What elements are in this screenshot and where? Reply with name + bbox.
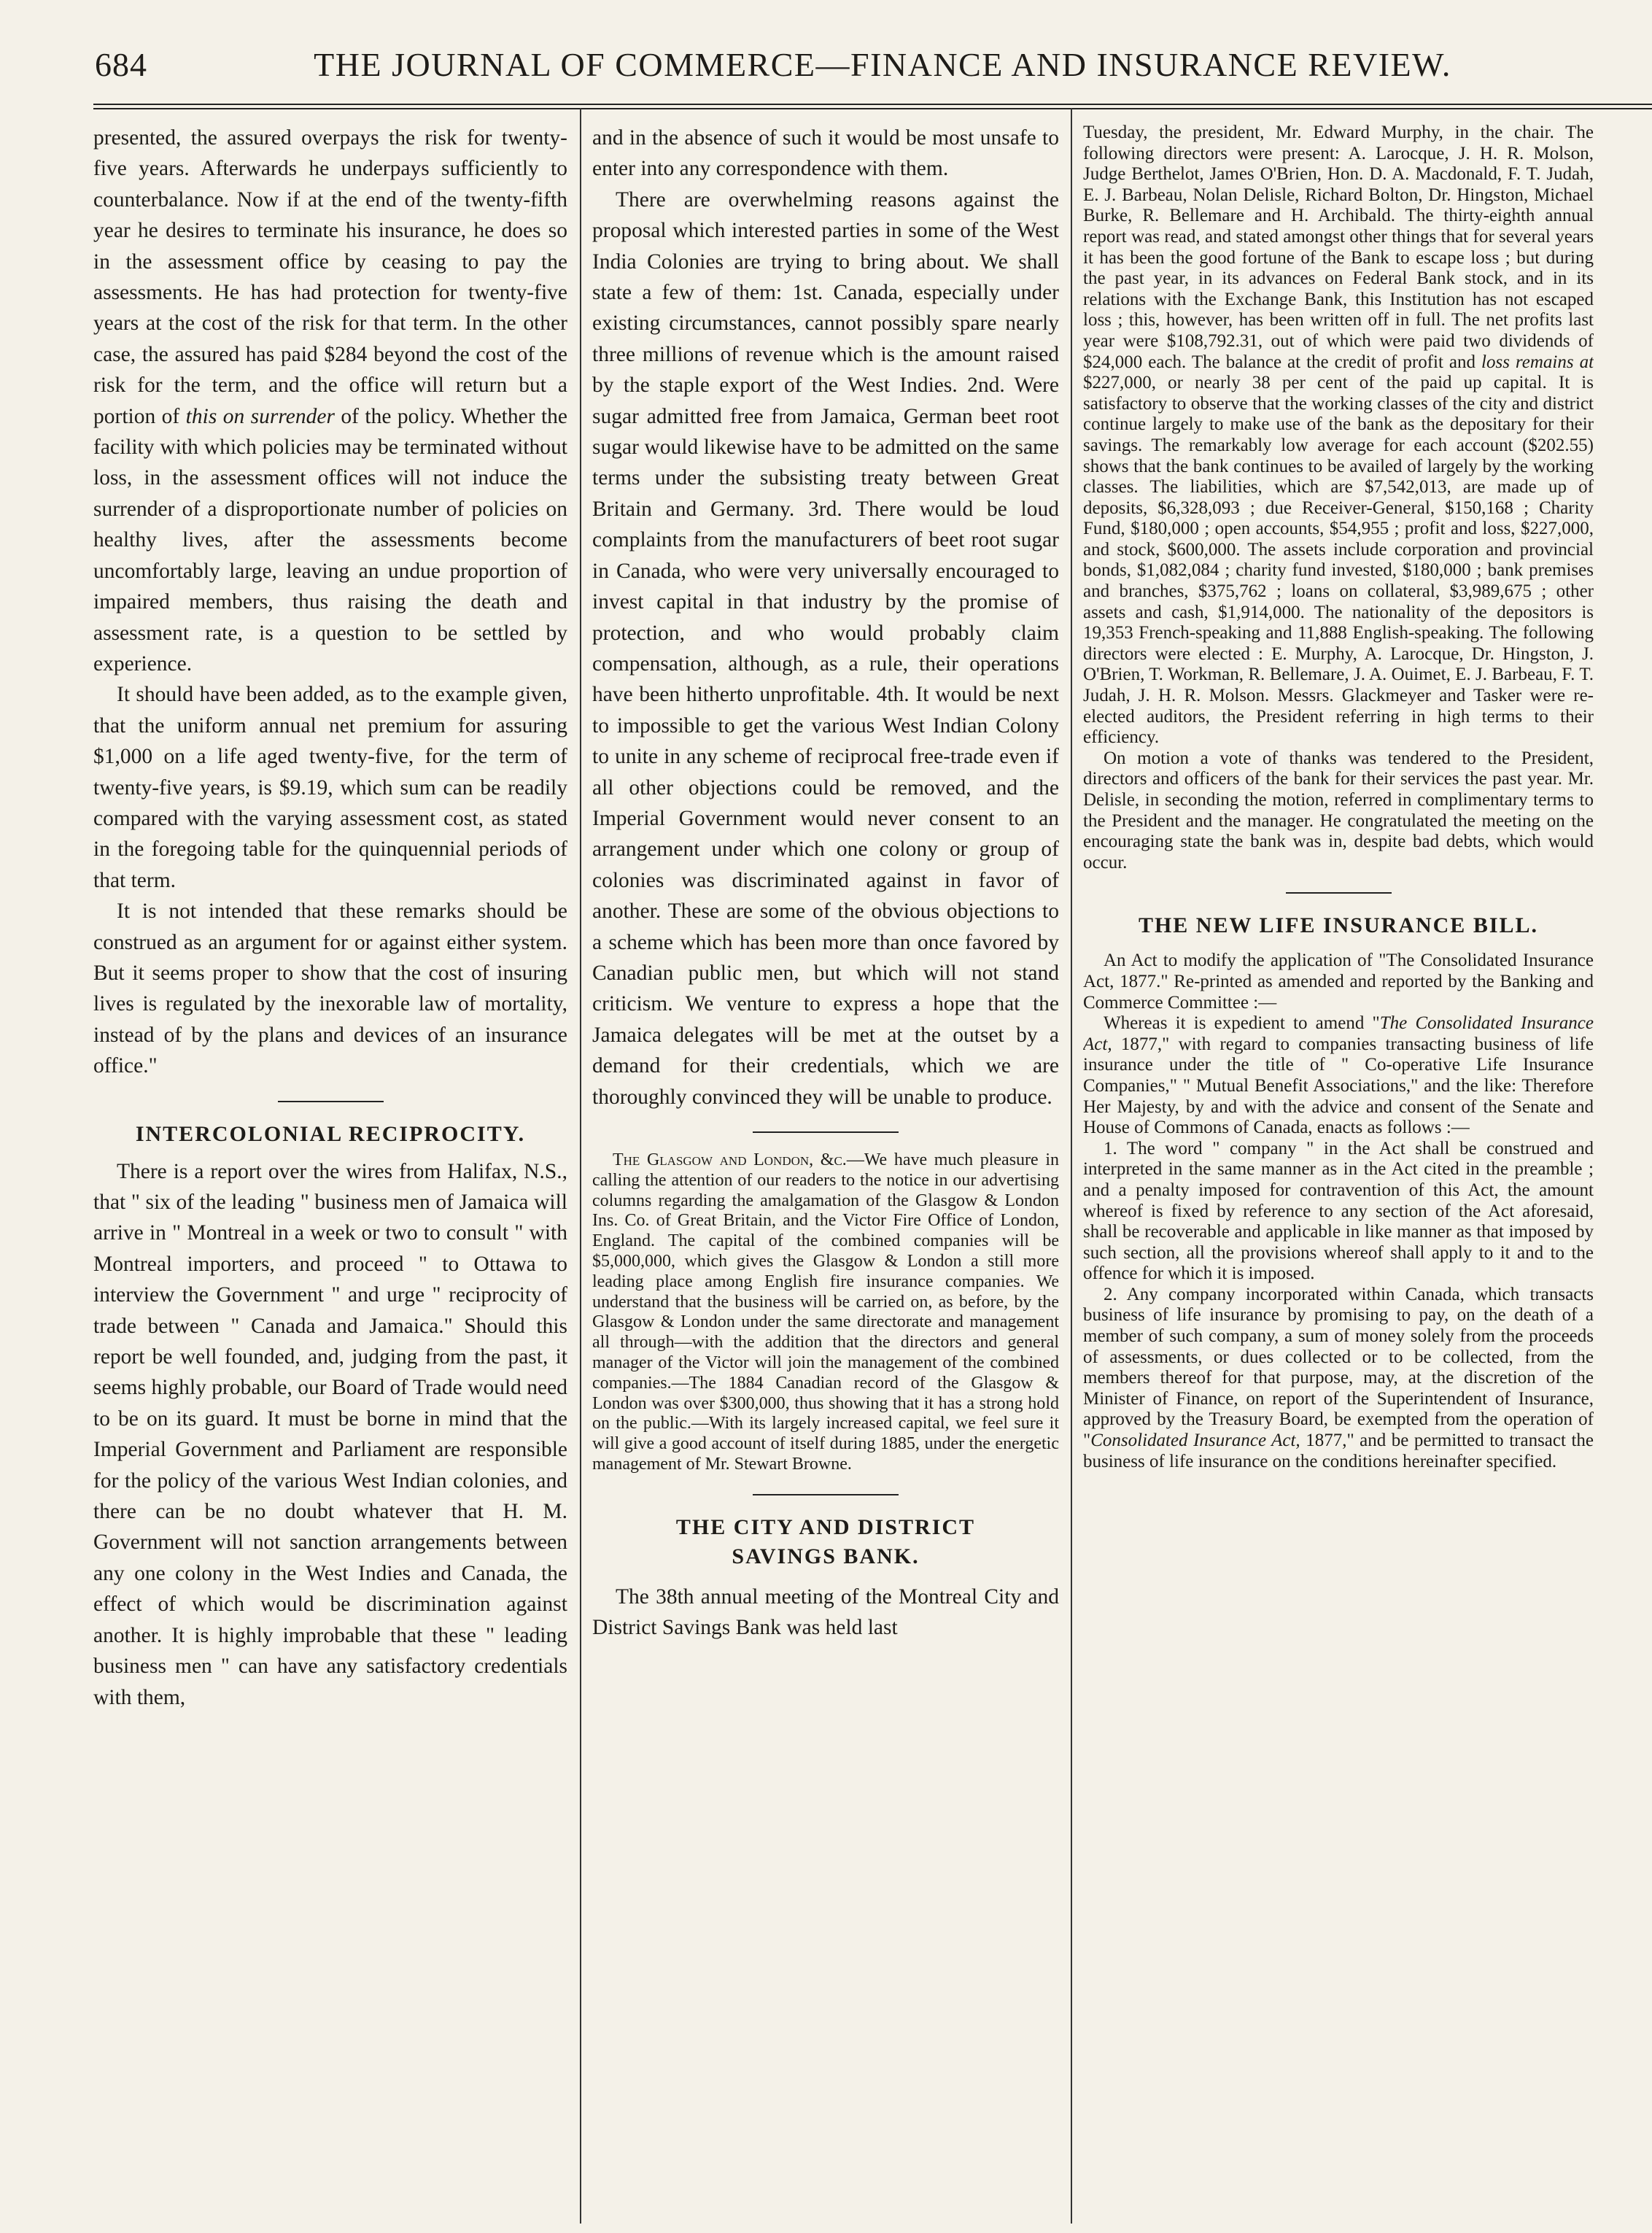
column-rule: [580, 108, 581, 2224]
section-divider: [278, 1101, 384, 1102]
paragraph-text: 2. Any company incorporated within Canada, which transacts business of life insurance by promising to pay, on the death of a member of such company, a sum of money solely from the proceeds of assessments, or dues collected or to be collected, from the members thereof for that purpose, may, at the discretion of the Minister of Finance, on report of the Superintendent of Insurance, approved by the Treasury Board, be exempted from the operation of ": [1083, 1284, 1594, 1451]
paragraph-text: Tuesday, the president, Mr. Edward Murphy, in the chair. The following directors were present: A. Larocque, J. H. R. Molson, Judge Berthelot, James O'Brien, Hon. D. A. Macdonald, F. T. Judah, E. J. Barbeau, Nolan Delisle, Richard Bolton, Dr. Hingston, Michael Burke, R. Bellemare and H. Archibald. The thirty-eighth annual report was read, and stated amongst other things that for several years it has been the good fortune of the Bank to escape loss ; but during the past year, in its advances on Federal Bank stock, and in its relations with the Exchange Bank, this Institution has not escaped loss ; this, however, has been written off in full. The net profits last year were $108,792.31, out of which were paid two dividends of $24,000 each. The balance at the credit of profit and: [1083, 123, 1594, 372]
section-heading: THE CITY AND DISTRICT SAVINGS BANK.: [675, 1514, 976, 1568]
article-paragraph: There is a report over the wires from Halifax, N.S., that " six of the leading " business men of Jamaica will arrive in " Montreal in a week or two to consult " with Montreal importers, and proceed " to Ottawa to interview the Government " and urge " reciprocity of trade between " Canada and Jamaica." Should this report be well founded, and, judging from the past, it seems highly probable, our Board of Trade would need to be on its guard. It must be borne in mind that the Imperial Government and Parliament are responsible for the policy of the various West Indian colonies, and there can be no doubt whatever that H. M. Government will not sanction arrangements between any one colony in the West Indies and Canada, the effect of which would be discrimination against another. It is highly improbable that these " leading business men " can have any satisfactory credentials with them,: [93, 1159, 567, 1709]
column-left: [93, 123, 567, 2224]
section-heading: INTERCOLONIAL RECIPROCITY.: [135, 1121, 526, 1146]
italic-phrase: this on surrender: [185, 404, 335, 428]
article-paragraph: [1083, 1013, 1594, 1139]
article-paragraph: It should have been added, as to the example given, that the uniform annual net premium for assuring $1,000 on a life aged twenty-five, for the term of twenty-five years, is $9.19, which sum can be readily compared with the varying assessment cost, as stated in the foregoing table for the quinquennial periods of that term.: [93, 683, 567, 892]
notice-text: —We have much pleasure in calling the attention of our readers to the notice in our advertising columns regarding the amalgamation of the Glasgow & London Ins. Co. of Great Britain, and the Victor Fire Office of London, England. The capital of the combined companies will be $5,000,000, which gives the Glasgow & London a still more leading place among English fire insurance companies. We understand that the business will be carried on, as before, by the Glasgow & London under the same directorate and management all through—with the addition that the directors and general manager of the Victor will join the management of the combined companies.—The 1884 Canadian record of the Glasgow & London was over $300,000, thus showing that it has a strong hold on the public.—With its largely increased capital, we feel sure it will give a good account of itself during 1885, under the energetic management of Mr. Stewart Browne.: [592, 1150, 1059, 1474]
running-title: THE JOURNAL OF COMMERCE—FINANCE AND INSURANCE REVIEW.: [314, 46, 1451, 83]
article-paragraph: There are overwhelming reasons against the proposal which interested parties in some of the West India Colonies are trying to bring about. We shall state a few of them: 1st. Canada, especially under existing circumstances, cannot possibly spare nearly three millions of revenue which is the amount raised by the staple export of the West Indies. 2nd. Were sugar admitted free from Jamaica, German beet root sugar would likewise have to be admitted on the same terms under the subsisting treaty between Great Britain and Germany. 3rd. There would be loud complaints from the manufacturers of beet root sugar in Canada, who were very universally encouraged to invest capital in that industry by the promise of protection, and who would probably claim compensation, although, as a rule, their operations have been hitherto unprofitable. 4th. It would be next to impossible to get the various West Indian Colony to unite in any scheme of reciprocal free-trade even if all other objections could be removed, and the Imperial Government would never consent to an arrangement under which one colony or group of colonies was discriminated against in favor of another. These are some of the obvious objections to a scheme which has been more than once favored by Canadian public men, but which will not stand criticism. We venture to express a hope that the Jamaica delegates will be met at the outset by a demand for their credentials, which we are thoroughly convinced they will be unable to produce.: [592, 187, 1059, 1109]
notice-lead: The Glasgow and London, &c.: [613, 1150, 847, 1169]
article-paragraph: 1. The word " company " in the Act shall be construed and interpreted in the same manner as in the Act cited in the preamble ; and a penalty imposed for contravention of this Act, the amount whereof is fixed by reference to any section of the Act aforesaid, shall be recoverable and applicable in like manner as that imposed by such section, all the provisions whereof shall apply to it and to the offence for which it is imposed.: [1083, 1138, 1594, 1284]
italic-phrase: Consolidated Insurance Act,: [1090, 1431, 1300, 1451]
article-paragraph: The 38th annual meeting of the Montreal City and District Savings Bank was held last: [592, 1584, 1059, 1640]
article-paragraph: On motion a vote of thanks was tendered to the President, directors and officers of the bank for their services the past year. Mr. Delisle, in seconding the motion, referred in complimentary terms to the President and the manager. He congratulated the meeting on the encouraging state the bank was in, despite bad debts, which would occur.: [1083, 748, 1594, 872]
paragraph-text: 1877," with regard to companies transacting business of life insurance under the title of " Co-operative Life Insurance Companies," " Mutual Benefit Associations," and the like: Therefore Her Majesty, by and with the advice and consent of the Senate and House of Commons of Canada, enacts as follows :—: [1083, 1034, 1594, 1138]
article-paragraph: [1083, 1285, 1594, 1472]
paragraph-text: $227,000, or nearly 38 per cent of the paid up capital. It is satisfactory to observe that the working classes of the city and district continue largely to make use of the bank as the depositary for their savings. The remarkably low average for each account ($202.55) shows that the bank continues to be availed of largely by the working classes. The liabilities, which are $7,542,013, are made up of deposits, $6,328,093 ; due Receiver-General, $150,168 ; Charity Fund, $180,000 ; open accounts, $54,955 ; profit and loss, $227,000, and stock, $600,000. The assets include corporation and provincial bonds, $1,082,084 ; charity fund invested, $180,000 ; bank premises and branches, $375,762 ; loans on collateral, $3,989,675 ; other assets and cash, $1,914,000. The nationality of the depositors is 19,353 French-speaking and 11,888 English-speaking. The following directors were elected : E. Murphy, A. Larocque, Dr. Hingston, J. O'Brien, T. Workman, R. Bellemare, J. A. Ouimet, E. J. Barbeau, F. T. Judah, J. H. R. Molson. Messrs. Glackmeyer and Tasker were re-elected auditors, the President referring in high terms to their efficiency.: [1083, 373, 1594, 748]
paragraph-text: presented, the assured overpays the risk for twenty-five years. Afterwards he underpays sufficiently to counterbalance. Now if at the end of the twenty-fifth year he desires to terminate his insurance, he does so in the assessment office by ceasing to pay the assessments. He has had protection for twenty-five years at the cost of the risk for that term. In the other case, the assured has paid $284 beyond the cost of the risk for the term, and the office will return but a portion of: [93, 126, 567, 428]
column-right: [1083, 123, 1594, 2224]
article-paragraph: [93, 123, 567, 679]
column-rule: [1071, 108, 1072, 2224]
column-middle: [592, 123, 1059, 2224]
italic-phrase: The Consolidated Insurance Act,: [1083, 1013, 1594, 1054]
paragraph-text: of the policy. Whether the facility with which policies may be terminated without loss, in the assessment offices will not induce the surrender of a disproportionate number of policies on healthy lives, after the assessments become uncomfortably large, leaving an undue proportion of impaired members, thus raising the death and assessment rate, is a question to be settled by experience.: [93, 404, 567, 676]
header-double-rule: [93, 104, 1652, 109]
paragraph-text: Whereas it is expedient to amend ": [1104, 1013, 1380, 1034]
article-paragraph: and in the absence of such it would be most unsafe to enter into any correspondence with them.: [592, 126, 1059, 181]
page-header: [88, 38, 1532, 96]
italic-phrase: loss remains at: [1481, 352, 1594, 372]
paragraph-text: 1877," and be permitted to transact the business of life insurance on the conditions hereinafter specified.: [1083, 1431, 1594, 1471]
section-heading: THE NEW LIFE INSURANCE BILL.: [1138, 913, 1539, 938]
section-divider: [753, 1494, 899, 1495]
article-paragraph: It is not intended that these remarks should be construed as an argument for or against either system. But it seems proper to show that the cost of insuring lives is regulated by the inexorable law of mortality, instead of by the plans and devices of an insurance office.": [93, 899, 567, 1078]
page-number: 684: [95, 46, 147, 83]
notice-paragraph: [592, 1150, 1059, 1475]
article-paragraph: [1083, 123, 1594, 748]
section-divider: [753, 1131, 899, 1133]
article-paragraph: An Act to modify the application of "The Consolidated Insurance Act, 1877." Re-printed as amended and reported by the Banking and Commerce Committee :—: [1083, 951, 1594, 1013]
section-divider: [1286, 892, 1392, 894]
